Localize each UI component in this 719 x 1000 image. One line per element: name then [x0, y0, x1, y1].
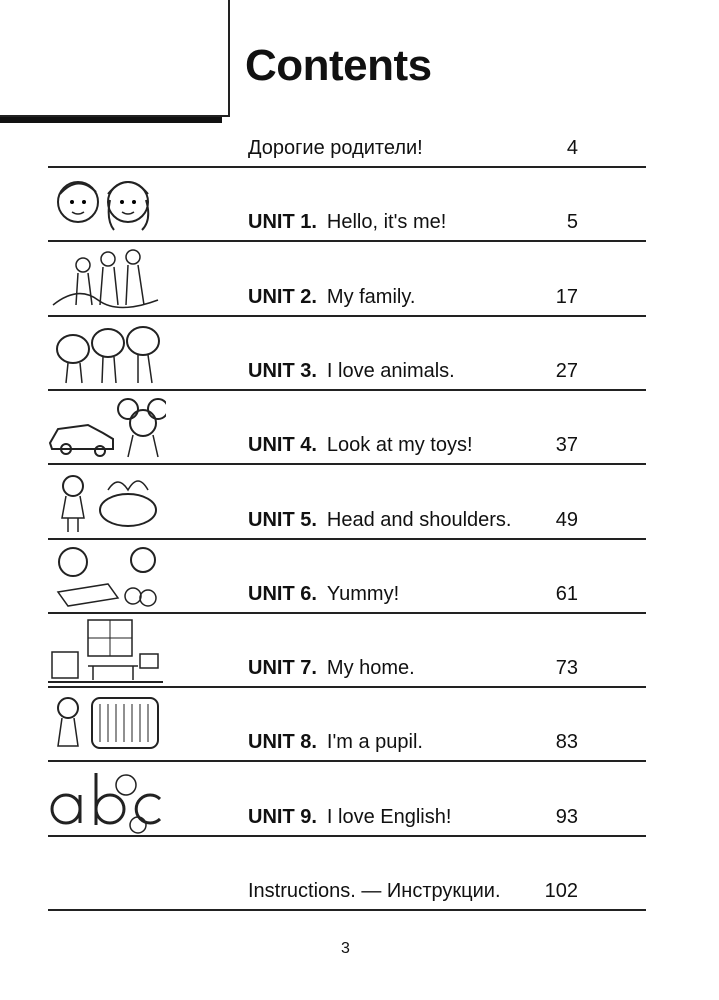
unit-label: UNIT 5.: [248, 508, 317, 531]
food-illustration: [48, 542, 166, 612]
dogs-illustration: [48, 319, 166, 389]
entry-text: [248, 880, 501, 903]
pencil-case-illustration: [48, 690, 166, 760]
entry-title: Instructions. — Инструкции.: [248, 880, 501, 902]
entry-page-number: 83: [555, 731, 578, 754]
room-illustration: [48, 616, 166, 686]
entry-text: [248, 657, 415, 680]
toc-entry: [48, 538, 646, 614]
toc-entry: [48, 464, 646, 540]
unit-label: UNIT 3.: [248, 359, 317, 382]
unit-label: UNIT 7.: [248, 657, 317, 680]
entry-page-number: 27: [555, 359, 578, 382]
page-title: Contents: [245, 41, 432, 90]
unit-label: UNIT 2.: [248, 285, 317, 308]
entry-text: [248, 806, 451, 829]
unit-label: UNIT 4.: [248, 434, 317, 457]
entry-text: [248, 211, 446, 234]
unit-label: UNIT 9.: [248, 805, 317, 828]
toc-entry: [48, 315, 646, 391]
entry-text: [248, 509, 511, 532]
abc-letters-illustration: [48, 765, 166, 835]
entry-title: My home.: [326, 657, 415, 680]
toc-entry: [48, 166, 646, 242]
entry-page-number: 4: [566, 137, 578, 159]
toc-entry: [48, 686, 646, 762]
entry-title: Hello, it's me!: [326, 211, 447, 234]
entry-page-number: 37: [555, 434, 578, 457]
entry-text: [248, 286, 415, 309]
entry-title: I'm a pupil.: [326, 731, 423, 754]
entry-text: [248, 731, 423, 754]
entry-text: [248, 434, 473, 457]
entry-page-number: 102: [544, 880, 578, 902]
entry-title: Head and shoulders.: [326, 508, 512, 531]
toc-entry: [48, 835, 646, 911]
entry-page-number: 49: [555, 508, 578, 531]
entry-page-number: 17: [555, 285, 578, 308]
boy-and-girl-illustration: [48, 170, 166, 240]
family-illustration: [48, 245, 166, 315]
toc-entry: [48, 389, 646, 465]
entry-page-number: 61: [555, 582, 578, 605]
toc-entry: [48, 92, 646, 168]
car-and-toy-illustration: [48, 393, 166, 463]
entry-text: [248, 137, 423, 160]
entry-title: Дорогие родители!: [248, 137, 423, 159]
entry-page-number: 73: [555, 657, 578, 680]
toc-entry: [48, 761, 646, 837]
entry-title: Look at my toys!: [326, 434, 473, 457]
toc-entry: [48, 241, 646, 317]
entry-page-number: 93: [555, 805, 578, 828]
entry-text: [248, 583, 399, 606]
entry-page-number: 5: [566, 211, 578, 234]
entry-text: [248, 360, 455, 383]
girl-and-monster-illustration: [48, 468, 166, 538]
entry-title: I love English!: [326, 805, 452, 828]
unit-label: UNIT 8.: [248, 731, 317, 754]
unit-label: UNIT 6.: [248, 582, 317, 605]
page-number: 3: [341, 940, 350, 957]
unit-label: UNIT 1.: [248, 211, 317, 234]
toc-entry: [48, 612, 646, 688]
entry-title: My family.: [326, 285, 416, 308]
entry-title: Yummy!: [326, 582, 400, 605]
entry-title: I love animals.: [326, 359, 455, 382]
